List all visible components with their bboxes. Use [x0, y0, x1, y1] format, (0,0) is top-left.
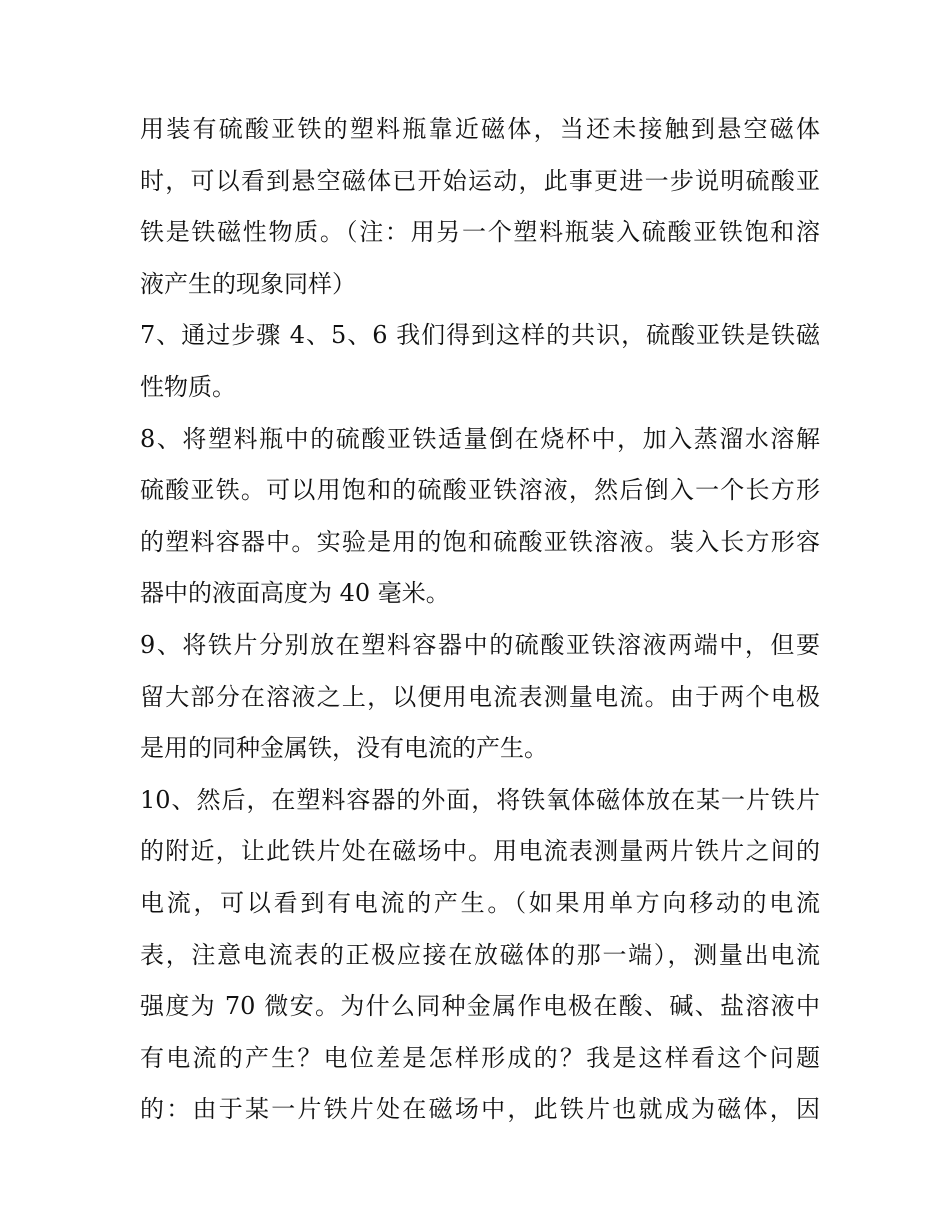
text-line: 电流，可以看到有电流的产生。（如果用单方向移动的电流 [140, 888, 820, 917]
text-line: 铁是铁磁性物质。（注：用另一个塑料瓶装入硫酸亚铁饱和溶 [140, 218, 820, 247]
text-line: 10、然后，在塑料容器的外面，将铁氧体磁体放在某一片铁片 [140, 785, 820, 814]
text-line: 7、通过步骤 4、5、6 我们得到这样的共识，硫酸亚铁是铁磁 [140, 321, 820, 350]
text-line: 性物质。 [140, 372, 236, 401]
document-body [140, 104, 820, 1136]
text-line: 硫酸亚铁。可以用饱和的硫酸亚铁溶液，然后倒入一个长方形 [140, 476, 820, 505]
text-line: 8、将塑料瓶中的硫酸亚铁适量倒在烧杯中，加入蒸溜水溶解 [140, 424, 820, 453]
text-line: 有电流的产生？电位差是怎样形成的？我是这样看这个问题 [140, 1043, 820, 1072]
text-line: 留大部分在溶液之上，以便用电流表测量电流。由于两个电极 [140, 682, 820, 711]
text-line: 的：由于某一片铁片处在磁场中，此铁片也就成为磁体，因 [140, 1095, 820, 1124]
text-line: 的附近，让此铁片处在磁场中。用电流表测量两片铁片之间的 [140, 837, 820, 866]
text-line: 9、将铁片分别放在塑料容器中的硫酸亚铁溶液两端中，但要 [140, 630, 820, 659]
text-line: 用装有硫酸亚铁的塑料瓶靠近磁体，当还未接触到悬空磁体 [140, 115, 820, 143]
text-line: 强度为 70 微安。为什么同种金属作电极在酸、碱、盐溶液中 [140, 992, 820, 1021]
text-line: 液产生的现象同样） [140, 269, 356, 298]
text-line: 器中的液面高度为 40 毫米。 [140, 579, 450, 608]
text-line: 的塑料容器中。实验是用的饱和硫酸亚铁溶液。装入长方形容 [140, 527, 820, 556]
text-line: 时，可以看到悬空磁体已开始运动，此事更进一步说明硫酸亚 [140, 166, 820, 195]
text-line: 是用的同种金属铁，没有电流的产生。 [140, 734, 548, 763]
text-line: 表，注意电流表的正极应接在放磁体的那一端），测量出电流 [140, 940, 820, 969]
